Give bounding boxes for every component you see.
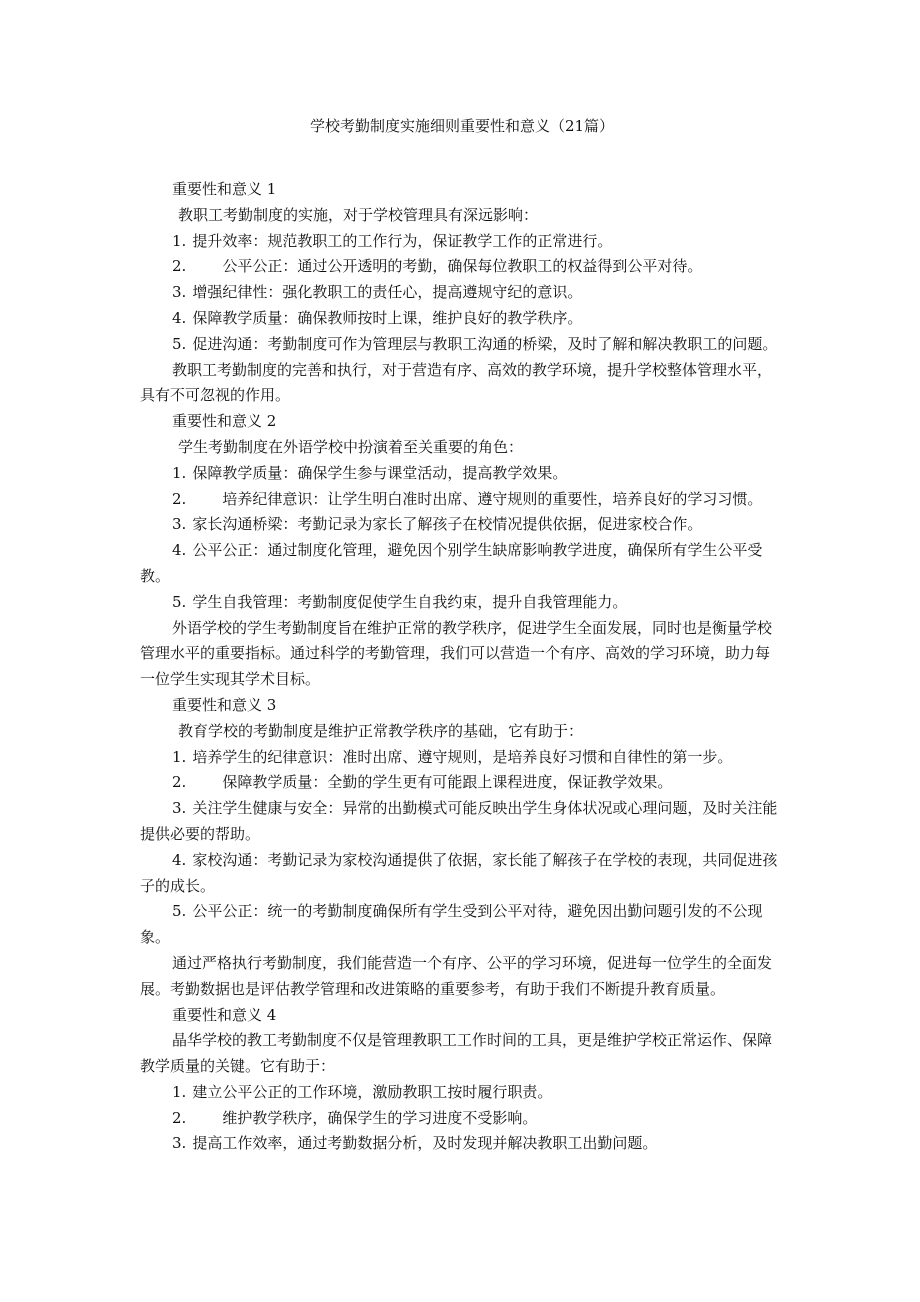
list-item-text: 公平公正：统一的考勤制度确保所有学生受到公平对待，避免因出勤问题引发的不公现象。: [140, 902, 763, 947]
list-item: [140, 538, 784, 590]
section-intro: 教育学校的考勤制度是维护正常教学秩序的基础，它有助于：: [178, 721, 584, 740]
list-item: [140, 254, 784, 280]
list-item-number: 2.: [172, 257, 187, 276]
list-item-text: 提高工作效率，通过考勤数据分析，及时发现并解决教职工出勤问题。: [192, 1134, 658, 1153]
document-title: 学校考勤制度实施细则重要性和意义（21篇）: [309, 117, 615, 135]
list-item: [140, 461, 784, 487]
list-item-text: 关注学生健康与安全：异常的出勤模式可能反映出学生身体状况或心理问题，及时关注能提供必要的帮助。: [140, 799, 778, 843]
list-item-number: 4.: [172, 850, 187, 869]
list-item-number: 5.: [172, 334, 187, 353]
list-item: [140, 899, 784, 951]
section-heading: 重要性和意义 4: [172, 1005, 277, 1024]
list-item: [140, 848, 784, 900]
list-item-text: 保障教学质量：确保教师按时上课，维护良好的教学秩序。: [192, 308, 583, 327]
list-item: [140, 745, 784, 771]
section-heading: 重要性和意义 3: [172, 695, 277, 714]
document-body: [140, 177, 784, 1157]
list-item-number: 2.: [172, 489, 187, 508]
list-item-text: 培养纪律意识：让学生明白准时出席、遵守规则的重要性，培养良好的学习习惯。: [222, 489, 763, 508]
section-4: [140, 1003, 784, 1158]
list-item-text: 学生自我管理：考勤制度促使学生自我约束，提升自我管理能力。: [192, 592, 628, 611]
list-item-number: 3.: [172, 515, 187, 534]
section-3: [140, 693, 784, 1003]
list-item: [140, 1080, 784, 1106]
list-item: [140, 229, 784, 255]
list-item: [140, 487, 784, 513]
list-item-text: 保障教学质量：确保学生参与课堂活动，提高教学效果。: [192, 463, 568, 482]
section-1: [140, 177, 784, 409]
section-heading: 重要性和意义 1: [172, 180, 277, 198]
list-item-number: 4.: [172, 541, 187, 560]
list-item: [140, 512, 784, 538]
list-item-text: 保障教学质量：全勤的学生更有可能跟上课程进度，保证教学效果。: [222, 773, 673, 792]
list-item: [140, 306, 784, 332]
list-item-number: 5.: [172, 592, 187, 611]
list-item-text: 家校沟通：考勤记录为家校沟通提供了依据，家长能了解孩子在学校的表现，共同促进孩子的成长。: [140, 850, 778, 895]
list-item: [140, 590, 784, 616]
list-item-text: 增强纪律性：强化教职工的责任心，提高遵规守纪的意识。: [192, 283, 583, 302]
list-item-number: 4.: [172, 308, 187, 327]
list-item-number: 2.: [172, 773, 187, 792]
section-conclusion: 外语学校的学生考勤制度旨在维护正常的教学秩序，促进学生全面发展，同时也是衡量学校管理水平的重要指标。通过科学的考勤管理，我们可以营造一个有序、高效的学习环境，助力每一位学生实现其学术目标。: [140, 618, 773, 689]
section-heading: 重要性和意义 2: [172, 412, 277, 431]
list-item: [140, 1106, 784, 1132]
list-item-text: 公平公正：通过公开透明的考勤，确保每位教职工的权益得到公平对待。: [222, 257, 703, 276]
section-conclusion: 通过严格执行考勤制度，我们能营造一个有序、公平的学习环境，促进每一位学生的全面发展。考勤数据也是评估教学管理和改进策略的重要参考，有助于我们不断提升教育质量。: [140, 953, 773, 998]
list-item-text: 建立公平公正的工作环境，激励教职工按时履行职责。: [192, 1082, 553, 1101]
list-item-text: 促进沟通：考勤制度可作为管理层与教职工沟通的桥梁，及时了解和解决教职工的问题。: [192, 334, 778, 353]
list-item: [140, 1131, 784, 1157]
list-item: [140, 280, 784, 306]
list-item-number: 3.: [172, 799, 187, 818]
list-item-number: 3.: [172, 283, 187, 302]
section-conclusion: 教职工考勤制度的完善和执行，对于营造有序、高效的教学环境，提升学校整体管理水平，具有不可忽视的作用。: [140, 360, 773, 405]
section-intro: 教职工考勤制度的实施，对于学校管理具有深远影响：: [178, 205, 539, 224]
list-item-text: 维护教学秩序，确保学生的学习进度不受影响。: [222, 1108, 538, 1127]
list-item-text: 公平公正：通过制度化管理，避免因个别学生缺席影响教学进度，确保所有学生公平受教。: [140, 541, 763, 585]
section-intro: 学生考勤制度在外语学校中扮演着至关重要的角色：: [178, 437, 524, 456]
list-item-number: 3.: [172, 1134, 187, 1153]
list-item-number: 1.: [172, 463, 187, 482]
list-item-number: 2.: [172, 1108, 187, 1127]
list-item: [140, 770, 784, 796]
section-2: [140, 409, 784, 693]
list-item: [140, 332, 784, 358]
list-item-number: 1.: [172, 231, 187, 250]
list-item-number: 5.: [172, 902, 187, 921]
list-item-number: 1.: [172, 1082, 187, 1101]
list-item: [140, 796, 784, 848]
list-item-text: 提升效率：规范教职工的工作行为，保证教学工作的正常进行。: [192, 231, 613, 250]
list-item-text: 家长沟通桥梁：考勤记录为家长了解孩子在校情况提供依据，促进家校合作。: [192, 515, 703, 534]
section-intro: 晶华学校的教工考勤制度不仅是管理教职工工作时间的工具，更是维护学校正常运作、保障教学质量的关键。它有助于：: [140, 1031, 773, 1076]
list-item-text: 培养学生的纪律意识：准时出席、遵守规则，是培养良好习惯和自律性的第一步。: [192, 747, 733, 766]
list-item-number: 1.: [172, 747, 187, 766]
